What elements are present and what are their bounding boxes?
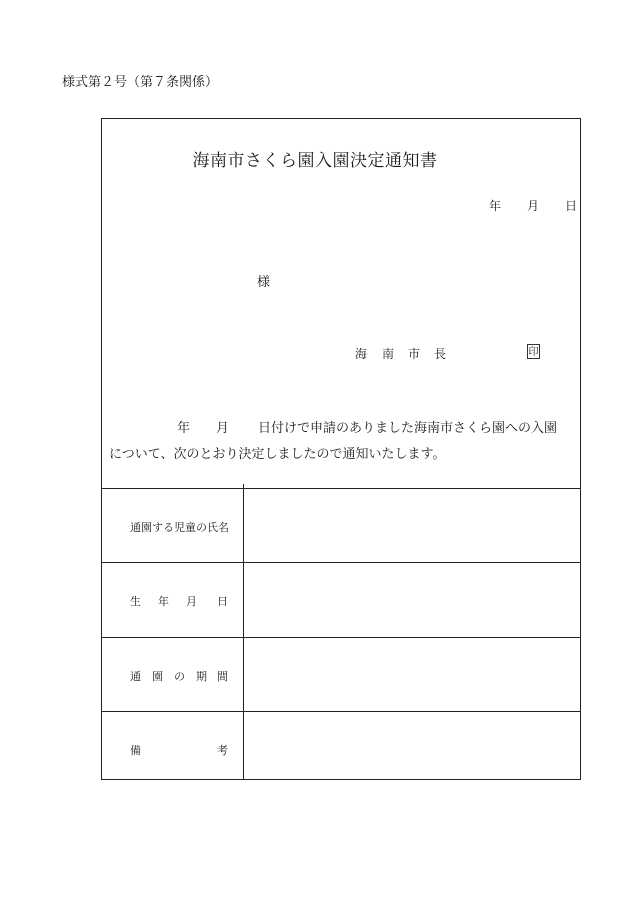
seal-mark: 印	[527, 344, 540, 359]
row-label-child-name: 通園する児童の氏名	[130, 521, 229, 534]
row-label-remarks-char: 備	[130, 744, 141, 757]
row-label-period-char: 園	[152, 670, 163, 683]
issuer-char-3: 市	[408, 347, 421, 361]
row-label-period-char: の	[174, 670, 185, 683]
table-column-divider	[243, 484, 244, 780]
issuer-char-2: 南	[382, 347, 395, 361]
table-top-border	[101, 488, 581, 489]
table-row-divider	[101, 711, 581, 712]
issuer-char-1: 海	[355, 347, 368, 361]
body-line-2: について、次のとおり決定しましたので通知いたします。	[109, 447, 446, 462]
row-label-period-char: 通	[130, 670, 141, 683]
body-month: 月	[216, 421, 230, 436]
date-year: 年	[489, 199, 502, 213]
form-number: 様式第２号（第７条関係）	[62, 75, 219, 90]
date-month: 月	[527, 199, 540, 213]
addressee-honorific: 様	[257, 275, 271, 290]
row-label-birthdate-char: 月	[186, 595, 197, 608]
date-day: 日	[565, 199, 578, 213]
body-line-1: 日付けで申請のありました海南市さくら園への入園	[258, 421, 558, 436]
table-row-divider	[101, 637, 581, 638]
row-label-period-char: 期	[196, 670, 207, 683]
document-title: 海南市さくら園入園決定通知書	[192, 151, 438, 171]
body-year: 年	[177, 421, 191, 436]
row-label-birthdate-char: 日	[217, 595, 228, 608]
row-label-remarks-char: 考	[217, 744, 228, 757]
row-label-period-char: 間	[217, 670, 228, 683]
table-row-divider	[101, 562, 581, 563]
row-label-birthdate-char: 年	[158, 595, 169, 608]
row-label-birthdate-char: 生	[130, 595, 141, 608]
issuer-char-4: 長	[434, 347, 447, 361]
